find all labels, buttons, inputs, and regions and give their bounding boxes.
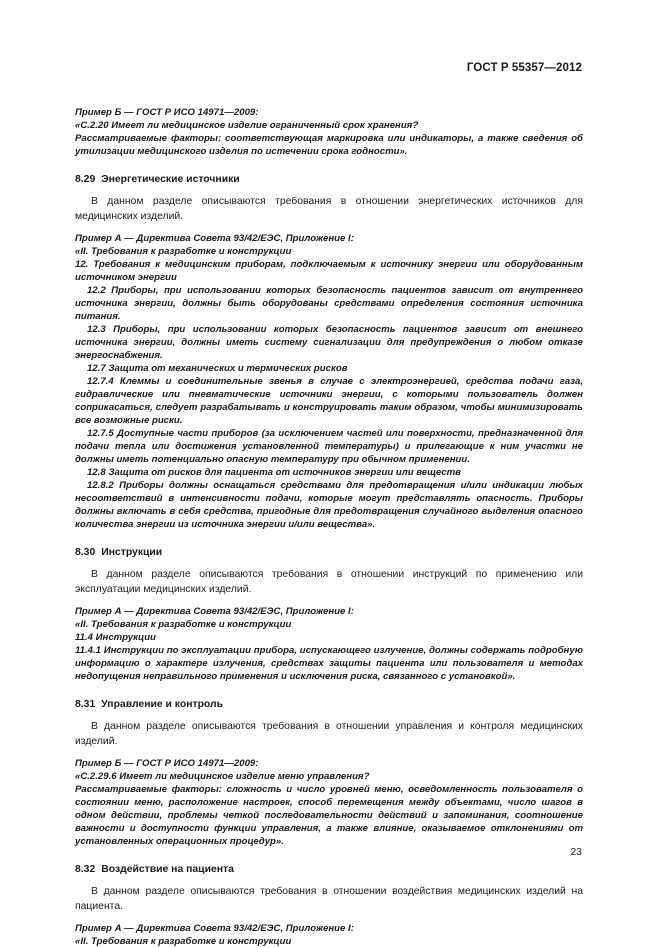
- section-title: Воздействие на пациента: [101, 864, 234, 875]
- section-heading: [75, 173, 583, 187]
- example-paragraph: «II. Требования к разработке и конструкции: [75, 246, 292, 257]
- section-title: Энергетические источники: [101, 174, 240, 185]
- section-heading: [75, 698, 583, 712]
- example-paragraph: «С.2.20 Имеет ли медицинское изделие ограниченный срок хранения?: [75, 120, 419, 131]
- body-paragraph: В данном разделе описываются требования в отношении энергетических источников для медицинских изделий.: [75, 196, 583, 222]
- example-paragraph: 11.4 Инструкции: [75, 632, 156, 643]
- example-paragraph: «С.2.29.6 Имеет ли медицинское изделие меню управления?: [75, 771, 370, 782]
- example-paragraph: 12.8.2 Приборы должны оснащаться средствами для предотвращения и/или индикации любых несоответствий в интенсивности подачи, которые могут представлять опасность. Приборы должны включать в себя средства, пригодные для предотвращения случайного выделения опасного количества энергии из источника энергии и/или вещества».: [75, 480, 583, 530]
- page-number: 23: [570, 846, 582, 858]
- example-paragraph: 12.8 Защита от рисков для пациента от источников энергии или веществ: [87, 467, 461, 478]
- example-paragraph: Пример А — Директива Совета 93/42/ЕЭС, Приложение I:: [75, 606, 354, 617]
- example-paragraph: Пример Б — ГОСТ Р ИСО 14971—2009:: [75, 107, 259, 118]
- example-paragraph: Пример А — Директива Совета 93/42/ЕЭС, Приложение I:: [75, 923, 354, 934]
- example-paragraph: «II. Требования к разработке и конструкции: [75, 619, 292, 630]
- example-paragraph: 11.4.1 Инструкции по эксплуатации прибора, испускающего излучение, должны содержать подробную информацию о характере излучения, средствах защиты пациента или пользователя и методах недопущения неправильного применения и исключения риска, связанного с установкой».: [75, 645, 583, 682]
- example-paragraph: 12.2 Приборы, при использовании которых безопасность пациентов зависит от внутреннего источника энергии, должны быть оборудованы средствами определения состояния источника питания.: [75, 285, 583, 322]
- example-paragraph: Пример Б — ГОСТ Р ИСО 14971—2009:: [75, 758, 259, 769]
- section-number: 8.32: [75, 864, 96, 875]
- example-paragraph: 12.7 Защита от механических и термических рисков: [87, 363, 348, 374]
- example-paragraph: 12.7.4 Клеммы и соединительные звенья в случае с электроэнергией, средства подачи газа, гидравлические или пневматические источники энергии, с которыми пользователь должен соприкасаться, следует разрабатывать и конструировать таким образом, чтобы минимизировать все возможные риски.: [75, 376, 583, 426]
- section-number: 8.29: [75, 174, 96, 185]
- example-paragraph: 12.3 Приборы, при использовании которых безопасность пациентов зависит от внешнего источника энергии, должны иметь систему сигнализации для предупреждения о любом отказе энергоснабжения.: [75, 324, 583, 361]
- example-paragraph: Рассматриваемые факторы: соответствующая маркировка или индикаторы, а также сведения об утилизации медицинского изделия по истечении срока годности».: [75, 133, 583, 157]
- section-title: Инструкции: [101, 547, 163, 558]
- example-paragraph: 12. Требования к медицинским приборам, подключаемым к источнику энергии или оборудованным источником энергии: [75, 259, 583, 283]
- section-number: 8.31: [75, 699, 96, 710]
- example-paragraph: Пример А — Директива Совета 93/42/ЕЭС, Приложение I:: [75, 233, 354, 244]
- document-id-header: ГОСТ Р 55357—2012: [466, 62, 582, 74]
- document-body: [75, 106, 583, 948]
- example-paragraph: Рассматриваемые факторы: сложность и число уровней меню, осведомленность пользователя о состоянии меню, расположение настроек, способ перемещения между объектами, число шагов в одном действии, проблемы четкой последовательности действий и запоминания, соотношение важности и доступности функции управления, а также влияние, оказываемое отклонениями от установленных операционных процедур».: [75, 784, 583, 847]
- section-heading: [75, 863, 583, 877]
- section-title: Управление и контроль: [101, 699, 223, 710]
- section-heading: [75, 546, 583, 560]
- example-paragraph: «II. Требования к разработке и конструкции: [75, 936, 292, 947]
- body-paragraph: В данном разделе описываются требования в отношении инструкций по применению или эксплуатации медицинских изделий.: [75, 569, 583, 595]
- example-paragraph: 12.7.5 Доступные части приборов (за исключением частей или поверхности, предназначенной для подачи тепла или достижения установленной температуры) и прилегающие к ним участки не должны иметь потенциально опасную температуру при обычном применении.: [75, 428, 583, 465]
- section-number: 8.30: [75, 547, 96, 558]
- body-paragraph: В данном разделе описываются требования в отношении управления и контроля медицинских изделий.: [75, 721, 583, 747]
- body-paragraph: В данном разделе описываются требования в отношении воздействия медицинских изделий на пациента.: [75, 886, 583, 912]
